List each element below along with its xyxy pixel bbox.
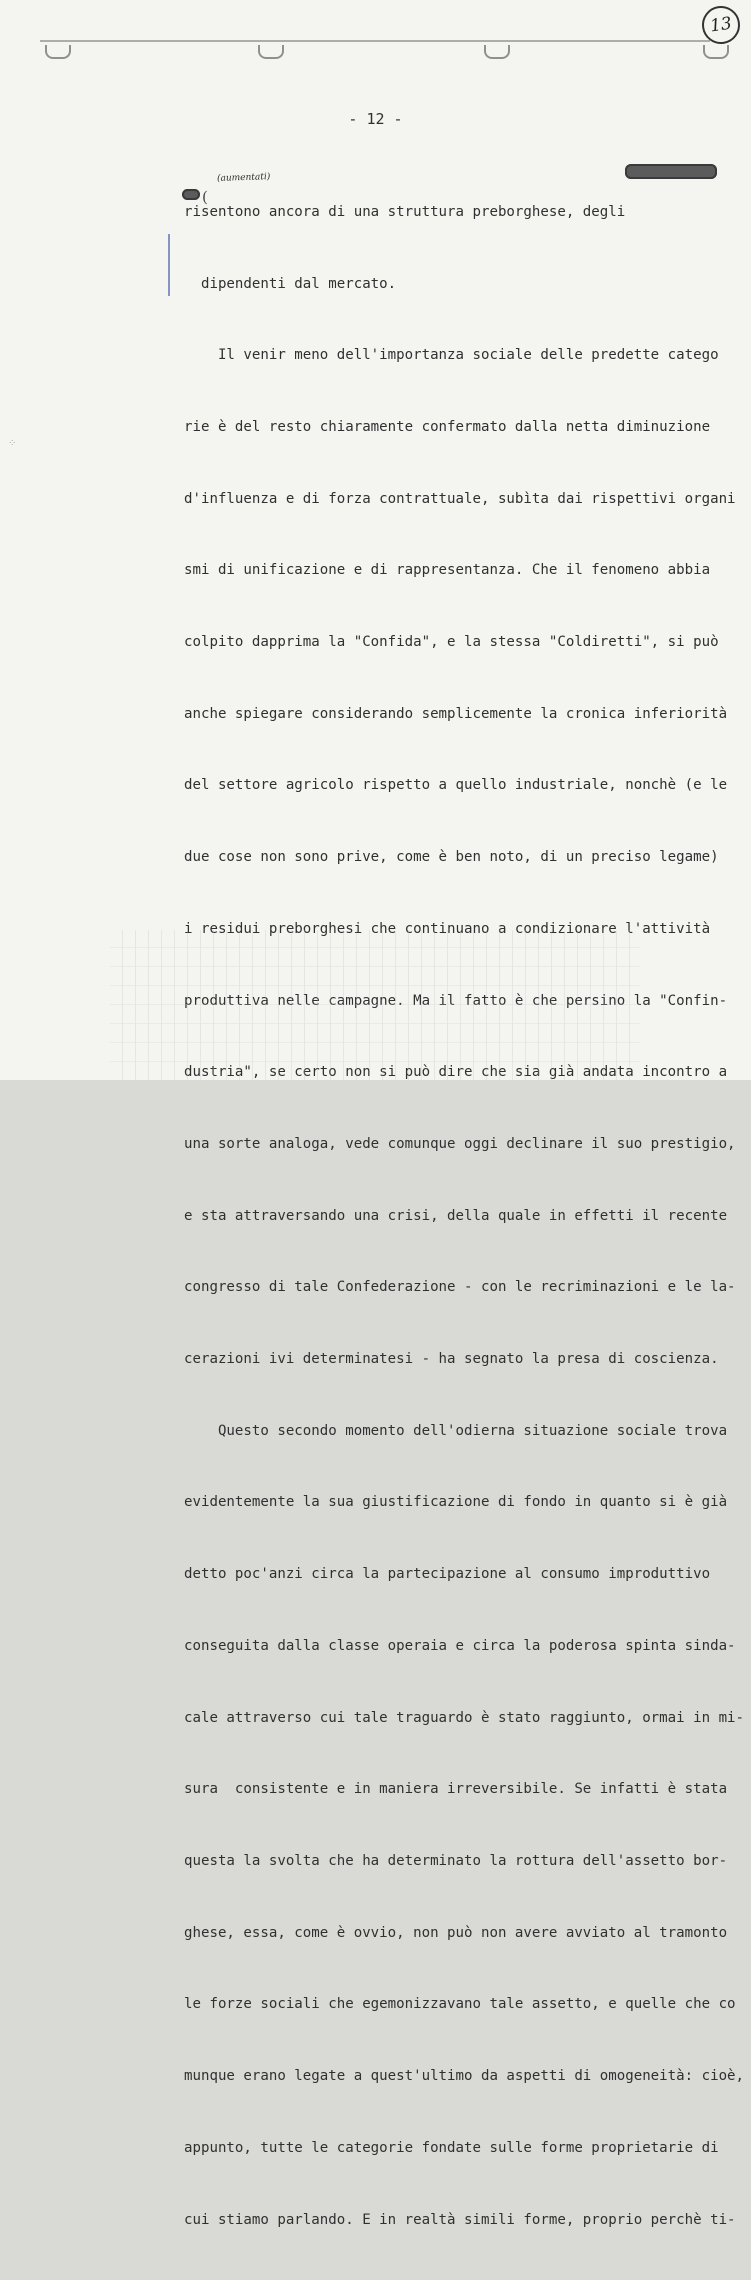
page-number: - 12 - [348,110,403,128]
text-line: Questo secondo momento dell'odierna situazione sociale trova [184,1422,728,1439]
handwritten-bracket-icon: ( [202,188,208,206]
binder-tab [484,45,510,59]
text-line: le forze sociali che egemonizzavano tale assetto, e quelle che co [184,1996,736,2013]
text-line: Il venir meno dell'importanza sociale delle predette catego [184,347,719,364]
text-line: evidentemente la sua giustificazione di fondo in quanto si è già [184,1494,728,1511]
binder-tab [703,45,729,59]
bleed-through-ghosting [110,930,640,1080]
text-line: rie è del resto chiaramente confermato dalla netta diminuzione [184,418,711,435]
text-line: sura consistente e in maniera irreversibile. Se infatti è stata [184,1781,728,1798]
text-line: cale attraverso cui tale traguardo è stato raggiunto, ormai in mi- [184,1709,745,1726]
text-line: colpito dapprima la "Confida", e la stessa "Coldiretti", si può [184,634,719,651]
text-line: ghese, essa, come è ovvio, non può non avere avviato al tramonto [184,1924,728,1941]
archive-page-mark: 13 [700,4,743,47]
text-line: e sta attraversando una crisi, della quale in effetti il recente [184,1207,728,1224]
text-line: cerazioni ivi determinatesi - ha segnato la presa di coscienza. [184,1351,719,1368]
handwritten-annotation: (aumentati) [216,172,271,184]
text-line: detto poc'anzi circa la partecipazione al consumo improduttivo [184,1566,711,1583]
text-line: i residui preborghesi che continuano a condizionare l'attività [184,920,711,937]
text-line: appunto, tutte le categorie fondate sulle forme proprietarie di [184,2139,719,2156]
text-line: munque erano legate a quest'ultimo da aspetti di omogeneità: cioè, [184,2068,745,2085]
document-body [184,153,745,2280]
text-line: smi di unificazione e di rappresentanza. Che il fenomeno abbia [184,562,711,579]
margin-mark [168,234,170,296]
text-line: due cose non sono prive, come è ben noto, di un preciso legame) [184,849,719,866]
margin-smudge-icon: ⁘ [8,438,17,449]
text-line: cui stiamo parlando. E in realtà simili forme, proprio perchè ti- [184,2211,736,2228]
text-line: produttiva nelle campagne. Ma il fatto è che persino la "Confin- [184,992,728,1009]
binder-strip [40,40,710,42]
text-line: d'influenza e di forza contrattuale, subìta dai rispettivi organi [184,490,736,507]
text-line: una sorte analoga, vede comunque oggi declinare il suo prestigio, [184,1135,736,1152]
binder-tab [258,45,284,59]
text-line: anche spiegare considerando semplicemente la cronica inferiorità [184,705,728,722]
text-line: risentono ancora di una struttura preborghese, degli [184,203,626,220]
text-line: del settore agricolo rispetto a quello industriale, nonchè (e le [184,777,728,794]
text-line: dipendenti dal mercato. [184,275,397,292]
text-line: dustria", se certo non si può dire che sia già andata incontro a [184,1064,728,1081]
binder-tab [45,45,71,59]
text-line: conseguita dalla classe operaia e circa la poderosa spinta sinda- [184,1637,736,1654]
text-line: questa la svolta che ha determinato la rottura dell'assetto bor- [184,1852,728,1869]
text-line: congresso di tale Confederazione - con le recriminazioni e le la- [184,1279,736,1296]
